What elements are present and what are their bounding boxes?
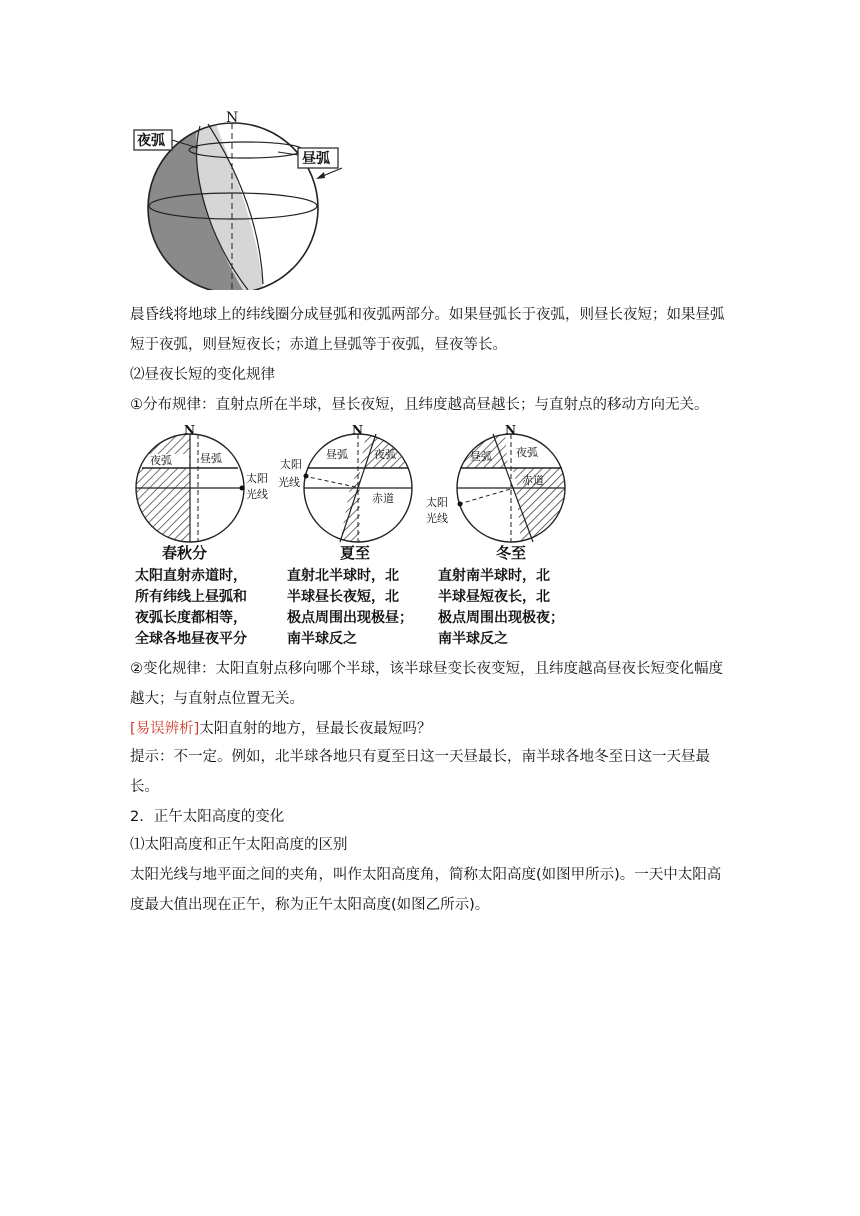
hint-paragraph: 提示：不一定。例如，北半球各地只有夏至日这一天昼最长，南半球各地冬至日这一天昼最长。 bbox=[130, 749, 710, 795]
north-label: N bbox=[352, 424, 363, 437]
night-arc-label: 夜弧 bbox=[516, 446, 538, 459]
sun-ray-label: 太阳 bbox=[426, 496, 448, 509]
paragraph-terminator: 晨昏线将地球上的纬线圈分成昼弧和夜弧两部分。如果昼弧长于夜弧，则昼长夜短；如果昼弧短于夜弧，则昼短夜长；赤道上昼弧等于夜弧，昼夜等长。 bbox=[130, 307, 725, 353]
north-label: N bbox=[184, 424, 195, 437]
desc-line: 极点周围出现极昼； bbox=[287, 610, 413, 626]
globe-summer-solstice bbox=[278, 424, 418, 550]
desc-line: 南半球反之 bbox=[438, 631, 508, 647]
desc-line: 直射北半球时，北 bbox=[287, 568, 399, 584]
globe-day-night-arc-figure bbox=[128, 108, 358, 290]
desc-line: 太阳直射赤道时， bbox=[135, 568, 247, 584]
section-heading: 2．正午太阳高度的变化 bbox=[130, 809, 285, 825]
desc-line: 南半球反之 bbox=[287, 631, 357, 647]
equinox-description bbox=[135, 566, 247, 650]
rule-distribution: ①分布规律：直射点所在半球，昼长夜短，且纬度越高昼越长；与直射点的移动方向无关。 bbox=[130, 397, 709, 413]
sun-ray-label: 光线 bbox=[246, 488, 268, 501]
sun-ray-label: 太阳 bbox=[246, 472, 268, 485]
summer-solstice-description bbox=[287, 566, 413, 650]
globe-equinox bbox=[128, 424, 268, 550]
winter-solstice-description bbox=[438, 566, 564, 650]
sun-ray-label: 太阳 bbox=[280, 458, 302, 471]
misconception-question: 太阳直射的地方，昼最长夜最短吗？ bbox=[199, 721, 432, 737]
globe-winter-solstice bbox=[426, 424, 568, 550]
globe-title-summer-solstice: 夏至 bbox=[340, 544, 371, 562]
desc-line: 半球昼短夜长，北 bbox=[438, 589, 550, 605]
night-arc-label: 夜弧 bbox=[137, 133, 165, 149]
globe-title-winter-solstice: 冬至 bbox=[496, 544, 527, 562]
desc-line: 半球昼长夜短，北 bbox=[287, 589, 399, 605]
day-arc-label: 昼弧 bbox=[302, 151, 330, 167]
desc-line: 所有纬线上昼弧和 bbox=[135, 589, 247, 605]
night-arc-label: 夜弧 bbox=[374, 448, 396, 461]
equator-label: 赤道 bbox=[372, 492, 394, 505]
misconception-line bbox=[130, 714, 730, 744]
day-arc-label: 昼弧 bbox=[326, 448, 348, 461]
desc-line: 夜弧长度都相等， bbox=[135, 610, 247, 626]
seasonal-globes-figure bbox=[128, 424, 588, 550]
misconception-tag: [易误辨析] bbox=[130, 721, 200, 737]
sun-ray-label: 光线 bbox=[426, 512, 448, 525]
globe-title-equinox: 春秋分 bbox=[162, 544, 208, 562]
desc-line: 全球各地昼夜平分 bbox=[135, 631, 247, 647]
night-arc-label: 夜弧 bbox=[150, 454, 172, 467]
heading-day-length-change: ⑵昼夜长短的变化规律 bbox=[130, 367, 275, 383]
north-label: N bbox=[505, 424, 516, 437]
desc-line: 极点周围出现极夜； bbox=[438, 610, 564, 626]
equator-label: 赤道 bbox=[522, 474, 544, 487]
desc-line: 直射南半球时，北 bbox=[438, 568, 550, 584]
rule-change: ②变化规律：太阳直射点移向哪个半球，该半球昼变长夜变短，且纬度越高昼夜长短变化幅度越大；与直射点位置无关。 bbox=[130, 661, 723, 707]
north-label: N bbox=[226, 110, 239, 126]
subheading: ⑴太阳高度和正午太阳高度的区别 bbox=[130, 837, 348, 853]
sun-ray-label: 光线 bbox=[278, 476, 300, 489]
day-arc-label: 昼弧 bbox=[470, 450, 492, 463]
paragraph-sun-altitude: 太阳光线与地平面之间的夹角，叫作太阳高度角，简称太阳高度(如图甲所示)。一天中太阳高度最大值出现在正午，称为正午太阳高度(如图乙所示)。 bbox=[130, 867, 722, 913]
day-arc-label: 昼弧 bbox=[200, 452, 222, 465]
